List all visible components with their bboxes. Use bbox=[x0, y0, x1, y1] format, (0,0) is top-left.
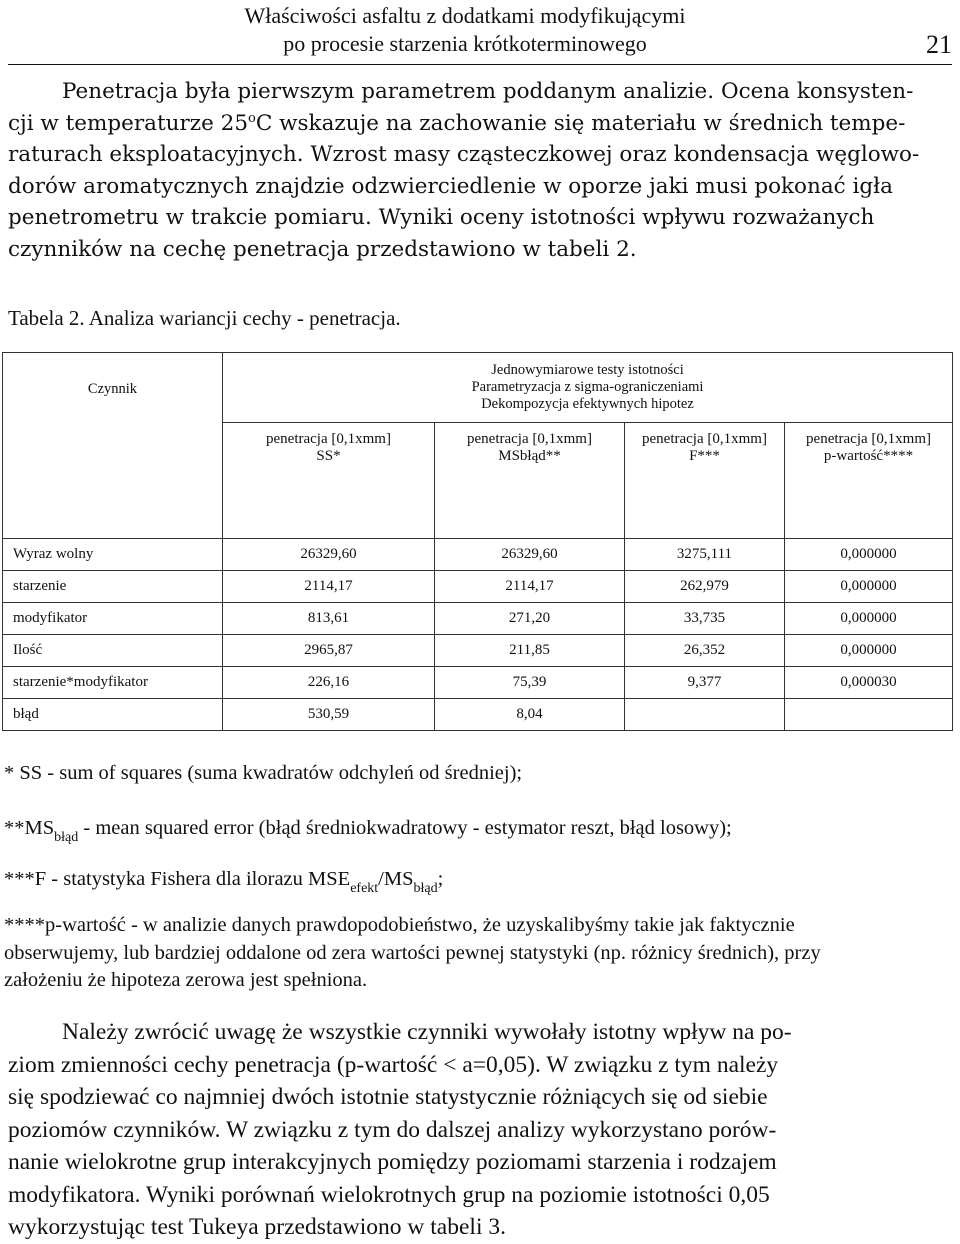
conclusion-line-1: Należy zwrócić uwagę że wszystkie czynniki wywołały istotny wpływ na po- bbox=[62, 1019, 792, 1045]
table-row: błąd 530,59 8,04 bbox=[3, 699, 953, 731]
footnote-f: ***F - statystyka Fishera dla ilorazu $MSE_{efekt}/MS_{błąd}$; bbox=[4, 868, 444, 896]
intro-line-4: dorów aromatycznych znajdzie odzwierciedlenie w oporze jaki musi pokonać igła bbox=[8, 173, 893, 199]
conclusion-line-3: się spodziewać co najmniej dwóch istotnie statystycznie różniących się od siebie bbox=[8, 1084, 768, 1110]
footnote-ms: $**MS_{błąd}$ - mean squared error (błąd średniokwadratowy - estymator reszt, błąd losowy); bbox=[4, 817, 732, 845]
conclusion-line-6: modyfikatora. Wyniki porównań wielokrotnych grup na poziomie istotności 0,05 bbox=[8, 1181, 770, 1208]
table-row: Wyraz wolny 26329,60 26329,60 3275,111 0,000000 bbox=[3, 539, 953, 571]
conclusion-line-5: nanie wielokrotne grup interakcyjnych pomiędzy poziomami starzenia i rodzajem bbox=[8, 1149, 777, 1175]
intro-line-3: raturach eksploatacyjnych. Wzrost masy cząsteczkowej oraz kondensacja węglowo- bbox=[8, 142, 920, 167]
group-header: Jednowymiarowe testy istotności Parametryzacja z sigma-ograniczeniami Dekompozycja efektywnych hipotez bbox=[223, 353, 953, 423]
conclusion-line-4: poziomów czynników. W związku z tym do dalszej analizy wykorzystano porów- bbox=[8, 1116, 777, 1143]
footnote-p: ****p-wartość - w analizie danych prawdopodobieństwo, że uzyskalibyśmy takie jak faktycznie obserwujemy, lub bardziej oddalone od zera wartości pewnej statystyki (np. różnicy średnich), przy założeniu że hipoteza zerowa jest spełniona. bbox=[4, 914, 821, 991]
column-header-p: penetracja [0,1xmm] p-wartość**** bbox=[785, 423, 953, 539]
table-row: modyfikator 813,61 271,20 33,735 0,000000 bbox=[3, 603, 953, 635]
conclusion-line-7: wykorzystując test Tukeya przedstawiono w tabeli 3. bbox=[8, 1214, 506, 1240]
footnote-ss: * SS - sum of squares (suma kwadratów odchyleń od średniej); bbox=[4, 762, 523, 784]
intro-line-2: cji w temperaturze 25$^o$C wskazuje na zachowanie się materiału w średnich tempe- bbox=[8, 110, 906, 136]
running-header-line-1: Właściwości asfaltu z dodatkami modyfikującymi bbox=[244, 3, 686, 28]
factor-header: Czynnik bbox=[3, 353, 223, 539]
page-number: 21 bbox=[926, 30, 952, 59]
intro-paragraph bbox=[8, 76, 952, 265]
table-row: Ilość 2965,87 211,85 26,352 0,000000 bbox=[3, 635, 953, 667]
table-caption: Tabela 2. Analiza wariancji cechy - penetracja. bbox=[8, 306, 401, 330]
column-header-ss: penetracja [0,1xmm] SS* bbox=[223, 423, 435, 539]
column-header-ms: penetracja [0,1xmm] MSbłąd** bbox=[435, 423, 625, 539]
header-rule bbox=[8, 64, 952, 65]
table-row: starzenie*modyfikator 226,16 75,39 9,377 0,000030 bbox=[3, 667, 953, 699]
intro-line-6: czynników na cechę penetracja przedstawiono w tabeli 2. bbox=[8, 236, 637, 262]
column-header-f: penetracja [0,1xmm] F*** bbox=[625, 423, 785, 539]
conclusion-line-2: ziom zmienności cechy penetracja (p-wartość < a=0,05). W związku z tym należy bbox=[8, 1051, 779, 1078]
intro-line-1: Penetracja była pierwszym parametrem poddanym analizie. Ocena konsysten- bbox=[62, 79, 914, 104]
running-header bbox=[160, 2, 770, 58]
anova-table bbox=[2, 352, 953, 731]
intro-line-5: penetrometru w trakcie pomiaru. Wyniki oceny istotności wpływu rozważanych bbox=[8, 205, 875, 230]
conclusion-paragraph bbox=[8, 1016, 952, 1244]
table-row: starzenie 2114,17 2114,17 262,979 0,000000 bbox=[3, 571, 953, 603]
running-header-line-2: po procesie starzenia krótkoterminowego bbox=[283, 31, 647, 56]
